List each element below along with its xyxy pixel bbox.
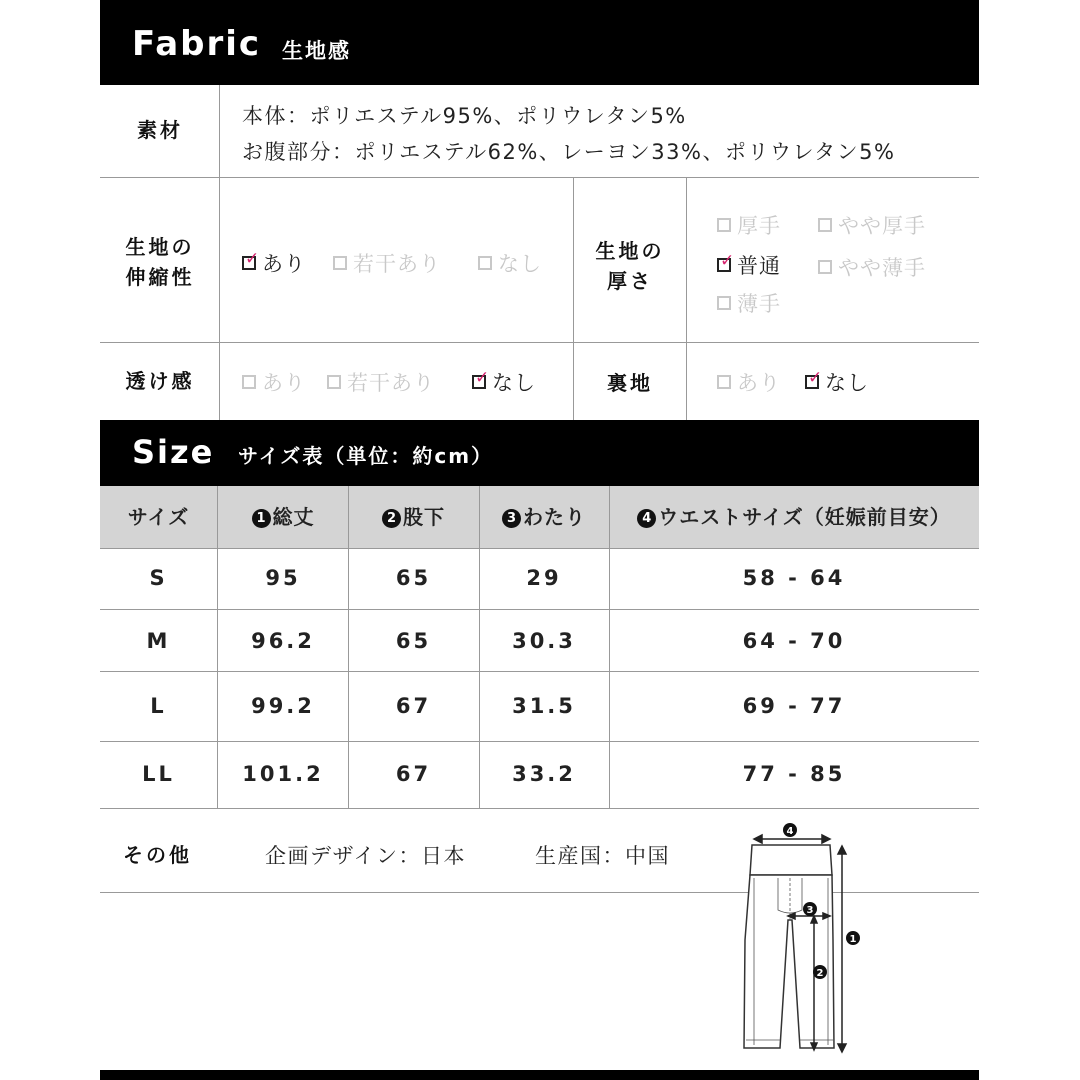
- number-1-icon: 1: [252, 509, 271, 528]
- thickness-label-line-1: 生地の: [595, 239, 665, 263]
- thickness-label: [573, 236, 687, 296]
- table-cell: LL: [142, 762, 175, 786]
- footer-bar: [100, 1070, 979, 1080]
- pants-diagram: [730, 820, 870, 1060]
- stretch-label-line-2: 伸縮性: [125, 265, 195, 289]
- thickness-option-yaya-atsude[interactable]: [818, 210, 926, 240]
- header-length: [218, 486, 348, 548]
- header-text: ウエストサイズ（妊娠前目安）: [658, 505, 951, 529]
- other-label: その他: [123, 843, 192, 867]
- option-label: あり: [262, 252, 306, 276]
- option-label: 普通: [737, 254, 781, 278]
- header-waist: [609, 486, 979, 548]
- option-label: なし: [498, 252, 542, 276]
- stretch-option-nashi[interactable]: [478, 248, 542, 278]
- table-cell: L: [150, 694, 167, 718]
- stretch-label-line-1: 生地の: [125, 235, 195, 259]
- checkbox-checked-icon: ✓: [717, 258, 731, 272]
- sheer-label: 透け感: [125, 369, 195, 393]
- table-cell: 67: [395, 694, 432, 718]
- option-label: 若干あり: [347, 371, 435, 395]
- marker-4: 4: [786, 826, 794, 837]
- option-label: 厚手: [737, 214, 781, 238]
- option-label: なし: [825, 371, 869, 395]
- sheer-option-nashi[interactable]: [472, 367, 536, 397]
- checkbox-icon: [717, 375, 731, 389]
- header-text: わたり: [523, 505, 586, 529]
- checkbox-checked-icon: ✓: [242, 256, 256, 270]
- table-cell: 29: [526, 566, 562, 590]
- checkbox-icon: [818, 218, 832, 232]
- header-inseam: [348, 486, 479, 548]
- material-label: 素材: [137, 118, 183, 142]
- thickness-option-yaya-usude[interactable]: [818, 252, 926, 282]
- lining-option-nashi[interactable]: [805, 367, 869, 397]
- checkbox-icon: [478, 256, 492, 270]
- design-origin: 企画デザイン：日本: [265, 844, 467, 868]
- fabric-subtitle: 生地感: [282, 39, 351, 63]
- thickness-label-line-2: 厚さ: [607, 269, 653, 293]
- number-4-icon: 4: [637, 509, 656, 528]
- checkbox-icon: [327, 375, 341, 389]
- size-header-bar: [100, 420, 979, 486]
- divider: [100, 342, 979, 343]
- thickness-option-atsude[interactable]: [717, 210, 781, 240]
- table-cell: 30.3: [512, 629, 576, 653]
- table-cell: 58 - 64: [742, 566, 846, 590]
- checkbox-icon: [717, 218, 731, 232]
- size-title: Size: [132, 433, 215, 471]
- sheer-option-ari[interactable]: [242, 367, 306, 397]
- table-cell: 65: [395, 629, 432, 653]
- divider: [100, 741, 979, 742]
- option-label: 薄手: [737, 292, 781, 316]
- table-cell: 67: [395, 762, 432, 786]
- table-cell: 101.2: [242, 762, 324, 786]
- header-text: サイズ: [127, 505, 190, 529]
- stretch-option-ari[interactable]: [242, 248, 306, 278]
- table-cell: 64 - 70: [742, 629, 846, 653]
- table-cell: S: [149, 566, 168, 590]
- option-label: やや厚手: [838, 214, 926, 238]
- material-line-2: お腹部分：ポリエステル62%、レーヨン33%、ポリウレタン5%: [242, 140, 896, 164]
- checkbox-icon: [242, 375, 256, 389]
- sheer-option-jakkan[interactable]: [327, 367, 435, 397]
- marker-3: 3: [806, 905, 814, 916]
- header-size: [100, 486, 217, 548]
- option-label: あり: [737, 371, 781, 395]
- header-text: 総丈: [272, 505, 315, 529]
- divider: [100, 671, 979, 672]
- production-country: 生産国：中国: [535, 844, 670, 868]
- table-cell: 77 - 85: [742, 762, 846, 786]
- checkbox-checked-icon: ✓: [805, 375, 819, 389]
- divider: [100, 808, 979, 809]
- option-label: 若干あり: [353, 252, 441, 276]
- divider: [100, 609, 979, 610]
- header-text: 股下: [403, 505, 445, 529]
- fabric-title: Fabric: [132, 24, 262, 64]
- marker-1: 1: [849, 934, 857, 945]
- header-thigh: [479, 486, 609, 548]
- stretch-option-jakkan[interactable]: [333, 248, 441, 278]
- checkbox-checked-icon: ✓: [472, 375, 486, 389]
- table-cell: 33.2: [512, 762, 576, 786]
- checkbox-icon: [818, 260, 832, 274]
- table-cell: 99.2: [251, 694, 315, 718]
- lining-label: 裏地: [607, 371, 653, 395]
- option-label: あり: [262, 371, 306, 395]
- table-cell: M: [146, 629, 171, 653]
- fabric-header-bar: [100, 0, 979, 85]
- option-label: やや薄手: [838, 256, 926, 280]
- thickness-option-futsuu[interactable]: [717, 250, 781, 280]
- divider: [100, 177, 979, 178]
- table-cell: 31.5: [512, 694, 576, 718]
- number-3-icon: 3: [502, 509, 521, 528]
- table-cell: 65: [395, 566, 432, 590]
- table-cell: 69 - 77: [742, 694, 846, 718]
- option-label: なし: [492, 371, 536, 395]
- table-cell: 95: [265, 566, 301, 590]
- checkbox-icon: [333, 256, 347, 270]
- checkbox-icon: [717, 296, 731, 310]
- number-2-icon: 2: [382, 509, 401, 528]
- material-line-1: 本体：ポリエステル95%、ポリウレタン5%: [242, 104, 687, 128]
- stretch-label: [100, 232, 220, 292]
- lining-option-ari[interactable]: [717, 367, 781, 397]
- marker-2: 2: [816, 968, 824, 979]
- table-cell: 96.2: [251, 629, 315, 653]
- thickness-option-usude[interactable]: [717, 288, 781, 318]
- size-subtitle: サイズ表（単位：約cm）: [238, 444, 494, 468]
- divider: [100, 548, 979, 549]
